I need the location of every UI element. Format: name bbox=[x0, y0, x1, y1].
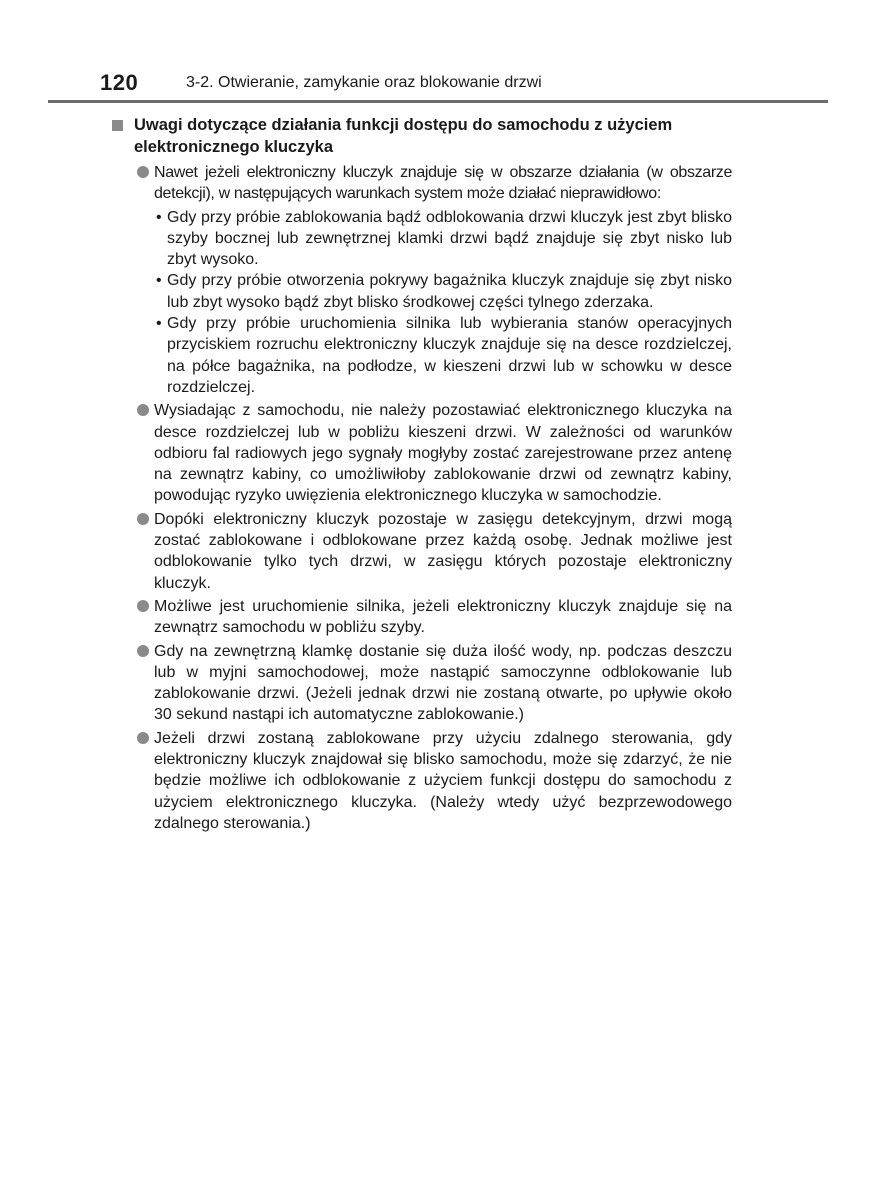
header-divider bbox=[48, 100, 828, 103]
note-item bbox=[112, 596, 732, 639]
note-text: Dopóki elektroniczny kluczyk pozostaje w zasięgu detekcyjnym, drzwi mogą zostać zablokowane i odblokowane przez każdą osobę. Jednak możliwe jest odblokowanie tylko tych drzwi, w zasięgu których pozostaje elektroniczny kluczyk. bbox=[154, 510, 732, 592]
sub-list-item bbox=[112, 270, 732, 313]
page-number: 120 bbox=[100, 70, 139, 95]
sub-item-text: Gdy przy próbie uruchomienia silnika lub wybierania stanów operacyjnych przyciskiem rozruchu elektroniczny kluczyk znajduje się na desce rozdzielczej, na półce bagażnika, na podłodze, w kieszeni drzwi lub w schowku w desce rozdzielczej. bbox=[167, 315, 732, 396]
square-bullet-icon bbox=[112, 120, 123, 131]
round-bullet-icon bbox=[137, 166, 149, 178]
sub-item-text: Gdy przy próbie zablokowania bądź odblokowania drzwi kluczyk jest zbyt blisko szyby bocznej lub zewnętrznej klamki drzwi bądź znajduje się zbyt nisko lub zbyt wysoko. bbox=[167, 208, 732, 269]
note-item bbox=[112, 509, 732, 594]
dot-bullet-icon: • bbox=[156, 272, 162, 290]
round-bullet-icon bbox=[137, 645, 149, 657]
note-text: Jeżeli drzwi zostaną zablokowane przy użyciu zdalnego sterowania, gdy elektroniczny kluczyk znajdował się blisko samochodu, może się zdarzyć, że nie będzie możliwe ich odblokowanie z użyciem funkcji dostępu do samochodu z użyciem elektronicznego kluczyka. (Należy wtedy użyć bezprzewodowego zdalnego sterowania.) bbox=[154, 729, 732, 832]
page-header bbox=[100, 66, 828, 102]
page-content bbox=[112, 114, 732, 836]
round-bullet-icon bbox=[137, 404, 149, 416]
chapter-title: 3-2. Otwieranie, zamykanie oraz blokowanie drzwi bbox=[186, 74, 542, 91]
round-bullet-icon bbox=[137, 513, 149, 525]
sub-item-text: Gdy przy próbie otworzenia pokrywy bagażnika kluczyk znajduje się zbyt nisko lub zbyt wysoko bądź zbyt blisko środkowej części tylnego zderzaka. bbox=[167, 272, 732, 311]
note-item bbox=[112, 728, 732, 834]
note-item bbox=[112, 162, 732, 205]
section-heading bbox=[112, 114, 732, 158]
note-text: Nawet jeżeli elektroniczny kluczyk znajduje się w obszarze działania (w obszarze detekcji), w następujących warunkach system może działać nieprawidłowo: bbox=[154, 164, 732, 203]
note-item bbox=[112, 400, 732, 506]
sub-list-item bbox=[112, 313, 732, 398]
note-text: Możliwe jest uruchomienie silnika, jeżeli elektroniczny kluczyk znajduje się na zewnątrz samochodu w pobliżu szyby. bbox=[154, 597, 732, 637]
note-item bbox=[112, 641, 732, 726]
dot-bullet-icon: • bbox=[156, 315, 162, 333]
note-text: Wysiadając z samochodu, nie należy pozostawiać elektronicznego kluczyka na desce rozdzielczej lub w pobliżu kieszeni drzwi. W zależności od warunków odbioru fal radiowych jego sygnały mogłyby zostać zarejestrowane przez antenę na zewnątrz kabiny, co umożliwiłoby zablokowanie drzwi od zewnątrz kabiny, powodując ryzyko uwięzienia elektronicznego kluczyka w samochodzie. bbox=[154, 402, 732, 505]
sub-list-item bbox=[112, 207, 732, 271]
round-bullet-icon bbox=[137, 732, 149, 744]
round-bullet-icon bbox=[137, 600, 149, 612]
dot-bullet-icon: • bbox=[156, 208, 162, 226]
note-text: Gdy na zewnętrzną klamkę dostanie się duża ilość wody, np. podczas deszczu lub w myjni samochodowej, może nastąpić samoczynne odblokowanie lub zablokowanie drzwi. (Jeżeli jednak drzwi nie zostaną otwarte, po upływie około 30 sekund nastąpi ich automatyczne zablokowanie.) bbox=[154, 642, 732, 724]
section-title: Uwagi dotyczące działania funkcji dostępu do samochodu z użyciem elektronicznego kluczyka bbox=[134, 116, 673, 156]
